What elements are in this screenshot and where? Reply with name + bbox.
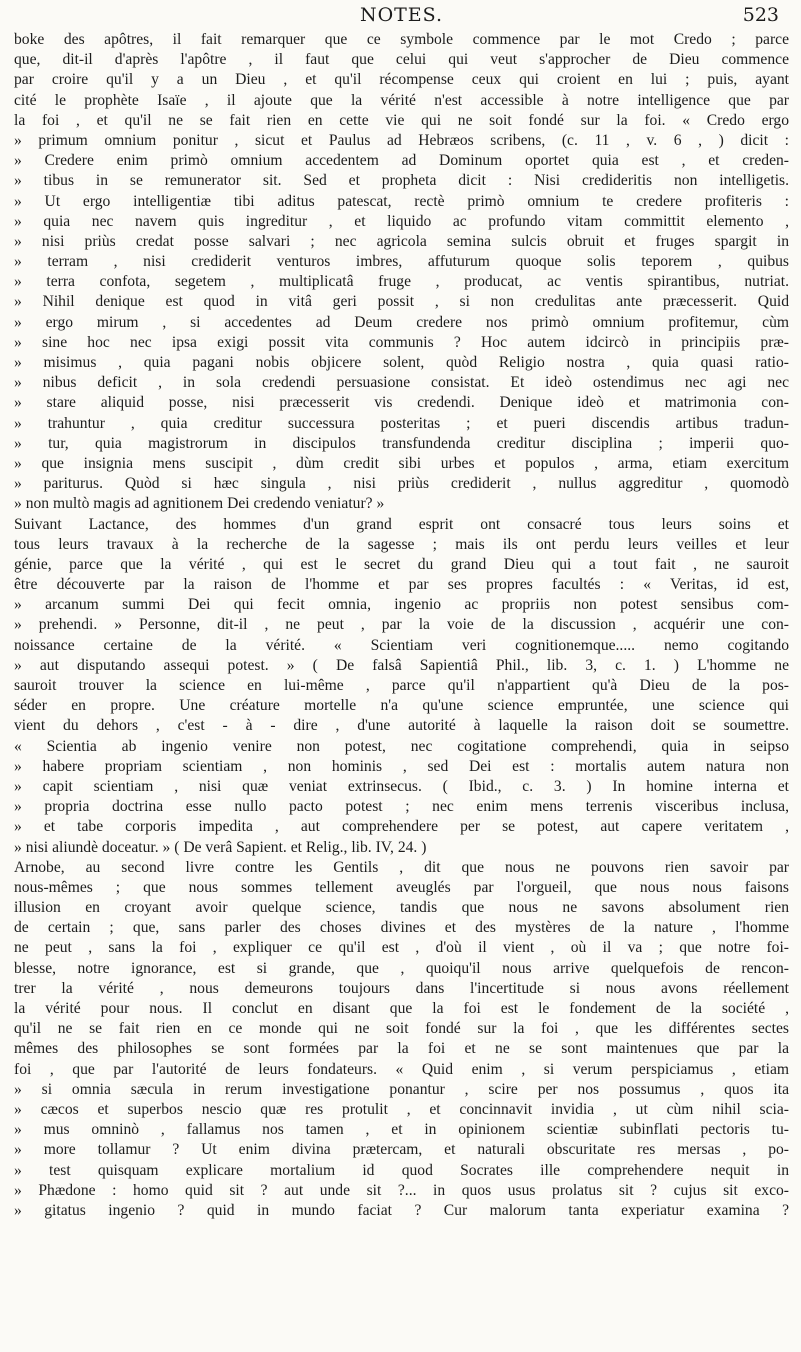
text-line: ne peut , sans la foi , expliquer ce qu'il est , d'où il vient , où il va ; que notre foi-: [14, 939, 789, 957]
text-line: génie, parce que la vérité , qui est le secret du grand Dieu qui a tout fait , ne sauroit: [14, 555, 789, 573]
text-line: la vérité pour nous. Il conclut en disant que la foi est le fondement de la société ,: [14, 1000, 789, 1017]
text-line: » arcanum summi Dei qui fecit omnia, ingenio ac propriis non potest sensibus com-: [14, 596, 789, 614]
text-line: trer la vérité , nous demeurons toujours dans l'incertitude si nous avons réellement: [14, 979, 789, 997]
text-line: » capit scientiam , nisi quæ veniat extrinsecus. ( Ibid., c. 3. ) In homine interna et: [14, 777, 789, 795]
text-line: Suivant Lactance, des hommes d'un grand esprit ont consacré tous leurs soins et: [14, 515, 789, 533]
text-line: » et tabe corporis impedita , aut comprehendere per se potest, aut capere veritatem ,: [14, 818, 789, 836]
header-title: NOTES.: [359, 4, 444, 26]
notes-body-text: [14, 30, 789, 1221]
text-line: » propria doctrina esse nullo pacto potest ; nec enim mens terrenis visceribus inclusa,: [14, 798, 789, 816]
text-line: » mus omninò , fallamus nos tamen , et in opinionem scientiæ subinflati pectoris tu-: [14, 1121, 789, 1139]
text-line: mêmes des philosophes se sont formées par la foi et ne se sont maintenues que par la: [14, 1040, 789, 1058]
running-header: [14, 0, 789, 30]
text-line: » prehendi. » Personne, dit-il , ne peut , par la voie de la discussion , acquérir une con-: [14, 616, 789, 634]
text-line: « Scientia ab ingenio venire non potest, nec cogitatione comprehendi, quia in seipso: [14, 737, 789, 755]
text-line: séder en propre. Une créature mortelle n'a qu'une science empruntée, une science qui: [14, 697, 789, 715]
text-line: que, dit-il d'après l'apôtre , il faut que celui qui veut s'approcher de Dieu commence: [14, 51, 789, 69]
text-line: » test quisquam explicare mortalium id quod Socrates ille comprehendere nequit in: [14, 1161, 789, 1179]
text-line: tous leurs travaux à la recherche de la sagesse ; mais ils ont perdu leurs veilles et leur: [14, 535, 789, 553]
text-line: » terram , nisi crediderit venturos imbres, affuturum quoque solis teporem , quibus: [14, 253, 789, 271]
text-line: » nisi aliundè doceatur. » ( De verâ Sapient. et Relig., lib. IV, 24. ): [14, 838, 427, 856]
text-line: » nisi priùs credat posse salvari ; nec agricola semina sulcis obruit et fruges spargit in: [14, 232, 789, 250]
text-line: » tibus in se remunerator sit. Sed et propheta dicit : Nisi credideritis non intelligetis.: [14, 172, 789, 190]
text-line: » terra confota, segetem , multiplicatâ fruge , producat, ac ventis spirantibus, nutriat.: [14, 273, 789, 291]
text-line: » gitatus ingenio ? quid in mundo faciat ? Cur malorum tanta experiatur examina ?: [14, 1201, 789, 1219]
text-line: » more tollamur ? Ut enim divina prætercam, et naturali obscuritate res mersas , po-: [14, 1141, 789, 1159]
text-line: boke des apôtres, il fait remarquer que ce symbole commence par le mot Credo ; parce: [14, 31, 789, 48]
text-line: noissance certaine de la vérité. « Scientiam veri cognitionemque..... nemo cogitando: [14, 636, 789, 654]
text-line: » misimus , quia pagani nobis objicere solent, quòd Religio nostra , quia quasi ratio-: [14, 354, 789, 371]
text-line: Arnobe, au second livre contre les Gentils , dit que nous ne pouvons rien savoir par: [14, 858, 789, 876]
text-line: nous-mêmes ; que nous sommes tellement aveuglés par l'orgueil, que nous nous faisons: [14, 878, 789, 896]
text-line: » Credere enim primò omnium accedentem ad Dominum oportet quia est , et creden-: [14, 152, 789, 170]
text-line: » ergo mirum , si accedentes ad Deum credere nos primò omnium profitemur, cùm: [14, 313, 789, 331]
text-line: » Phædone : homo quid sit ? aut unde sit ?... in quos usus prolatus sit ? cujus sit exco-: [14, 1181, 789, 1199]
text-line: la foi , et qu'il ne se fait rien en cette vie qui ne soit fondé sur la foi. « Credo ergo: [14, 111, 789, 129]
text-line: » Nihil denique est quod in vitâ geri possit , si non credulitas ante præcesserit. Quid: [14, 293, 789, 311]
text-line: » pariturus. Quòd si hæc singula , nisi priùs crediderit , nullus aggreditur , quomodò: [14, 475, 789, 493]
text-line: » tur, quia magistrorum in discipulos transfundenda creditur disciplina ; imperii quo-: [14, 434, 789, 452]
text-line: par croire qu'il y a un Dieu , et qu'il récompense ceux qui croient en lui ; puis, ayant: [14, 71, 789, 89]
text-line: » habere propriam scientiam , non hominis , sed Dei est : mortalis autem natura non: [14, 757, 789, 775]
text-line: » quia nec navem quis ingreditur , et liquido ac profundo vitam committit elemento ,: [14, 212, 789, 230]
text-line: cité le prophète Isaïe , il ajoute que la vérité n'est accessible à notre intelligence que par: [14, 91, 789, 109]
text-line: » cæcos et superbos nescio quæ res protulit , et concinnavit invidia , ut cùm nihil scia-: [14, 1100, 789, 1118]
text-line: » que insignia mens suscipit , dùm credit sibi urbes et populos , arma, etiam exercitum: [14, 454, 789, 472]
text-line: foi , que par l'autorité de leurs fondateurs. « Quid enim , si verum perspiciamus , etiam: [14, 1060, 789, 1078]
text-line: » stare aliquid posse, nisi præcesserit vis credendi. Denique ideò et matrimonia con-: [14, 394, 789, 412]
text-line: qu'il ne se fait rien en ce monde qui ne soit fondé sur la foi , que les différentes sectes: [14, 1020, 789, 1038]
text-line: » primum omnium ponitur , sicut et Paulus ad Hebræos scribens, (c. 11 , v. 6 , ) dicit :: [14, 131, 789, 149]
text-line: être découverte par la raison de l'homme et par ses propres facultés : « Veritas, id est,: [14, 576, 789, 594]
page-number: 523: [742, 4, 779, 26]
text-line: » sine hoc nec ipsa exigi possit vita communis ? Hoc autem idcircò in principiis præ-: [14, 333, 789, 351]
text-line: vient du dehors , c'est - à - dire , d'une autorité à laquelle la raison doit se soumettre.: [14, 717, 789, 735]
text-line: sauroit trouver la science en lui-même , parce qu'il n'appartient qu'à Dieu de la pos-: [14, 677, 789, 694]
text-line: blesse, notre ignorance, est si grande, que , quoiqu'il nous arrive quelquefois de rencon-: [14, 959, 789, 977]
text-line: » Ut ergo intelligentiæ tibi aditus patescat, rectè primò omnium te credere profiteris :: [14, 192, 789, 210]
text-line: » trahuntur , quia creditur successura posteritas ; et pueri discendis artibus tradun-: [14, 414, 789, 432]
text-line: » nibus deficit , in sola credendi persuasione consistat. Et ideò ostendimus nec agi nec: [14, 374, 789, 392]
text-line: » non multò magis ad agnitionem Dei credendo veniatur? »: [14, 495, 385, 513]
text-line: de certain ; que, sans parler des choses divines et des mystères de la nature , l'homme: [14, 919, 789, 937]
text-line: » si omnia sæcula in rerum investigatione ponantur , scire per nos possumus , quos ita: [14, 1080, 789, 1098]
text-line: » aut disputando assequi potest. » ( De falsâ Sapientiâ Phil., lib. 3, c. 1. ) L'homme ne: [14, 656, 789, 674]
text-line: illusion en croyant avoir quelque science, tandis que nous ne savons absolument rien: [14, 899, 789, 917]
